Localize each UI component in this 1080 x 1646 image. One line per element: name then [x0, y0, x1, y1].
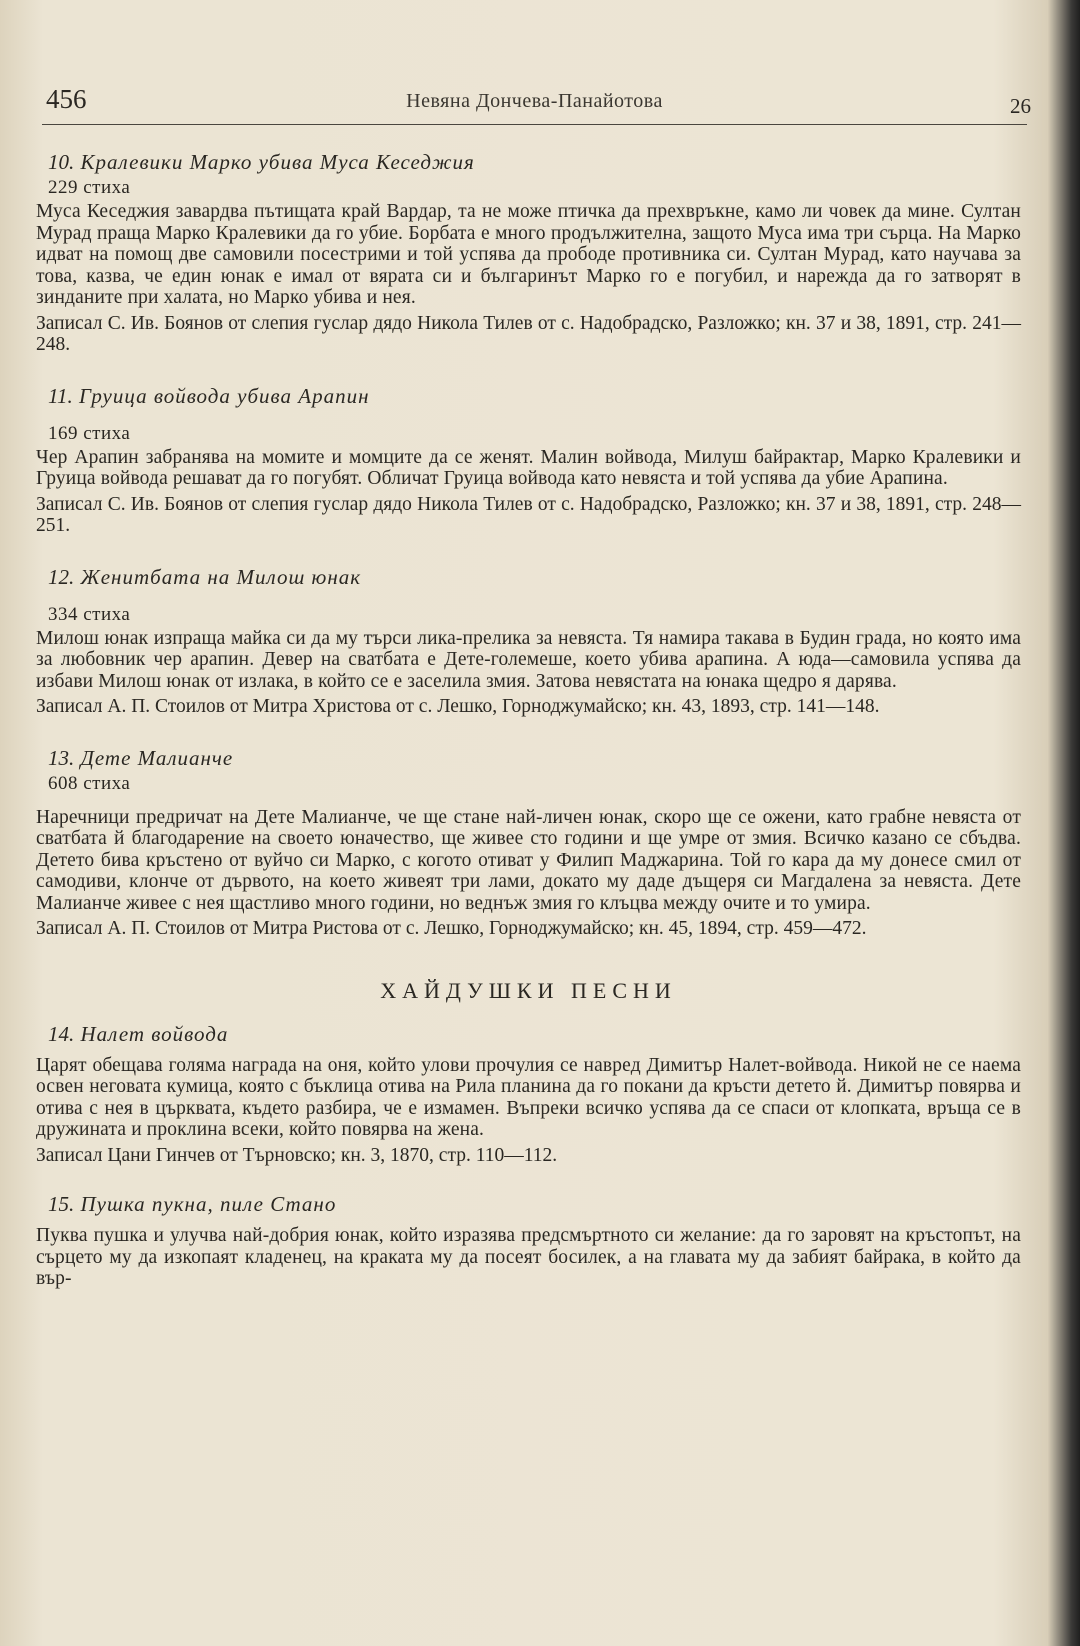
entry-source: Записал А. П. Стоилов от Митра Ристова от с. Лешко, Горноджумайско; кн. 45, 1894, стр. 459—472. [36, 918, 867, 939]
entry-15 [36, 1192, 1021, 1290]
entry-title-text: Женитбата на Милош юнак [80, 564, 362, 589]
entry-title [48, 746, 1021, 771]
entry-summary: Милош юнак изпраща майка си да му търси лика-прелика за невяста. Тя намира такава в Будин града, но която има за любовник чер арапин. Девер на сватбата е Дете-големеше, което убива арапина. А юда—самовила успява да избави Милош юнак от излака, в който се е заселила змия. Затова невястата на юнака щедро я дарява. [36, 627, 1021, 692]
page-number: 456 [46, 84, 87, 114]
verse-count: 334 стиха [48, 603, 131, 625]
entry-source: Записал С. Ив. Боянов от слепия гуслар дядо Никола Тилев от с. Надобрадско, Разложко; кн. 37 и 38, 1891, стр. 248—251. [36, 493, 1021, 536]
entry-number: 15. [48, 1192, 75, 1216]
entry-summary: Пуква пушка и улучва най-добрия юнак, който изразява предсмъртното си желание: да го заровят на кръстопът, на сърцето му да изкопаят кладенец, на краката му да посеят босилек, а на главата му да забият байрака, в който да вър- [36, 1225, 1021, 1289]
entry-source: Записал С. Ив. Боянов от слепия гуслар дядо Никола Тилев от с. Надобрадско, Разложко; кн. 37 и 38, 1891, стр. 241—248. [36, 312, 1021, 355]
entry-title [48, 1022, 1021, 1047]
page-header [42, 84, 1031, 125]
entry-14 [36, 1022, 1021, 1167]
verse-count: 229 стиха [48, 177, 131, 198]
verse-count: 169 стиха [48, 422, 131, 444]
entry-title [48, 384, 1021, 409]
entry-10 [36, 150, 1021, 356]
entry-summary: Муса Кеседжия завардва пътищата край Вардар, та не може птичка да прехвръкне, камо ли човек да мине. Султан Мурад праща Марко Кралевики да го убие. Борбата е много продължителна, защото Муса има три сърца. На Марко идват на помощ две самовили посестрими и той успява да прободе противника си. Султан Мурад, като научава за това, казва, че един юнак е имал от вярата си и българинът Марко го е погубил, и нарежда да го затворят в зинданите при халата, но Марко убива и нея. [36, 201, 1021, 308]
entry-13 [36, 746, 1021, 940]
entry-title-text: Пушка пукна, пиле Стано [80, 1192, 337, 1216]
entry-title [48, 565, 1021, 590]
entry-summary: Царят обещава голяма награда на оня, който улови прочулия се навред Димитър Налет-войвода. Никой не се наема освен неговата кумица, която с бъклица отива на Рила планина да го покани да кръсти детето й. Димитър повярва и отива с нея в църквата, където разбира, че е измамен. Въпреки всичко успява да се спаси от клопката, връща се в дружината и проклина всеки, който повярва на жена. [36, 1054, 1021, 1140]
entry-number: 14. [48, 1021, 75, 1046]
entry-11 [36, 384, 1021, 537]
corner-number: 26 [1010, 94, 1031, 118]
entry-title-text: Налет войвода [80, 1021, 229, 1046]
entry-source: Записал А. П. Стоилов от Митра Христова от с. Лешко, Горноджумайско; кн. 43, 1893, стр. 141—148. [36, 696, 880, 717]
entry-number: 10. [48, 150, 75, 174]
entry-12 [36, 565, 1021, 718]
entry-title-text: Кралевики Марко убива Муса Кеседжия [80, 150, 475, 174]
section-heading: ХАЙДУШКИ ПЕСНИ [380, 977, 677, 1003]
entry-title-text: Груица войвода убива Арапин [78, 383, 370, 408]
entry-title [48, 1192, 1021, 1217]
entry-source: Записал Цани Гинчев от Търновско; кн. 3, 1870, стр. 110—112. [36, 1144, 558, 1166]
entry-title-text: Дете Малианче [80, 745, 234, 770]
entry-title [48, 150, 1021, 175]
entry-summary: Наречници предричат на Дете Малианче, че ще стане най-личен юнак, скоро ще се ожени, като грабне невяста от сватбата й благодарение на своето юначество, ще живее сто години и ще умре от змия. Всичко казано се сбъдва. Детето бива кръстено от вуйчо си Марко, с когото отиват у Филип Маджарина. Той го кара да му донесе смил от самодиви, клонче от дървото, на което живеят три лами, докато му даде дъщеря си Магдалена за невяста. Дете Малианче живее с нея щастливо много години, но веднъж змия го клъцва между очите и то умира. [36, 806, 1021, 914]
entry-number: 12. [48, 564, 75, 589]
entry-number: 13. [48, 745, 75, 770]
entry-number: 11. [48, 383, 73, 408]
entry-summary: Чер Арапин забранява на момите и момците да се женят. Малин войвода, Милуш байрактар, Марко Кралевики и Груица войвода решават да го погубят. Обличат Груица войвода като невяста и той успява да убие Арапина. [36, 446, 1021, 489]
running-head: Невяна Дончева-Панайотова [406, 90, 663, 112]
verse-count: 608 стиха [48, 772, 131, 794]
page-body [36, 150, 1021, 1290]
